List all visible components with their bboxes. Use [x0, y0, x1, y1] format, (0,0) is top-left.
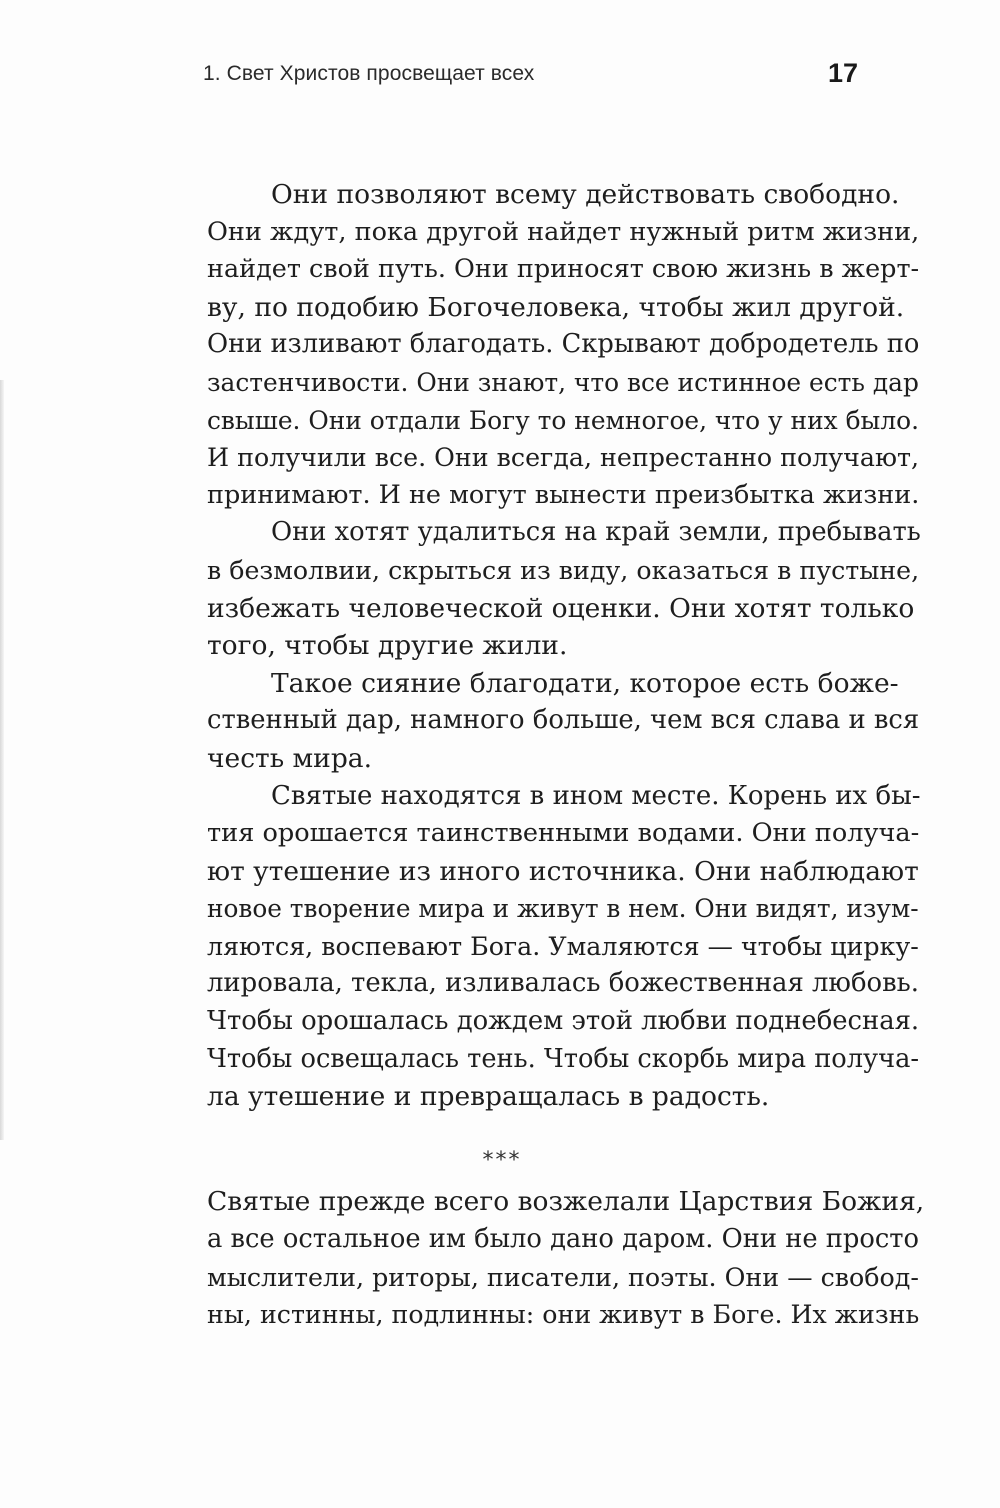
text-line: в безмолвии, скрыться из виду, оказаться в пустыне,: [207, 555, 920, 585]
text-line: Они изливают благодать. Скрывают добродетель по: [207, 329, 920, 360]
text-line: принимают. И не могут вынести преизбытка жизни.: [207, 479, 920, 510]
text-line: ют утешение из иного источника. Они наблюдают: [207, 855, 919, 887]
paragraph-1: [143, 176, 920, 514]
page-edge-shadow: [0, 380, 4, 1140]
text-line: честь мира.: [207, 742, 373, 774]
text-line: тия орошается таинственными водами. Они получа-: [207, 818, 920, 849]
text-line: И получили все. Они всегда, непрестанно получают,: [207, 443, 920, 473]
body-text: [143, 176, 925, 1334]
text-line: мыслители, риторы, писатели, поэты. Они — свобод-: [207, 1261, 919, 1292]
text-line: Чтобы освещалась тень. Чтобы скорбь мира получа-: [207, 1043, 920, 1074]
section-separator: ***: [482, 1147, 522, 1173]
text-line: Они хотят удалиться на край земли, пребывать: [271, 517, 921, 548]
text-line: а все остальное им было дано даром. Они не просто: [207, 1224, 920, 1255]
text-line: лировала, текла, изливалась божественная любовь.: [207, 968, 919, 999]
text-line: Они позволяют всему действовать свободно.: [271, 179, 900, 210]
text-line: Они ждут, пока другой найдет нужный ритм жизни,: [207, 216, 920, 247]
text-line: застенчивости. Они знают, что все истинное есть дар: [207, 367, 919, 397]
text-line: того, чтобы другие жили.: [207, 630, 568, 662]
text-line: Святые находятся в ином месте. Корень их бы-: [271, 780, 921, 811]
paragraph-3: [143, 665, 920, 778]
paragraph-after-separator: [143, 1183, 925, 1333]
text-line: ла утешение и превращалась в радость.: [207, 1081, 770, 1113]
text-line: избежать человеческой оценки. Они хотят только: [207, 592, 915, 624]
text-line: ву, по подобию Богочеловека, чтобы жил другой.: [207, 291, 905, 323]
running-title: 1. Свет Христов просвещает всех: [203, 62, 535, 85]
running-head: [203, 58, 858, 92]
text-line: новое творение мира и живут в нем. Они видят, изум-: [207, 894, 919, 924]
text-line: Чтобы орошалась дождем этой любви поднебесная.: [207, 1006, 920, 1037]
text-line: ственный дар, намного больше, чем вся слава и вся: [207, 705, 920, 736]
text-line: ны, истинны, подлинны: они живут в Боге. Их жизнь: [207, 1300, 920, 1330]
text-line: Такое сияние благодати, которое есть боже-: [271, 667, 899, 699]
text-line: Святые прежде всего возжелали Царствия Божия,: [207, 1186, 925, 1218]
page-number: 17: [827, 58, 858, 88]
text-line: свыше. Они отдали Богу то немногое, что у них было.: [207, 405, 919, 435]
text-line: найдет свой путь. Они приносят свою жизнь в жерт-: [207, 254, 920, 285]
text-line: ляются, воспевают Бога. Умаляются — чтобы цирку-: [207, 931, 919, 961]
paragraph-4: [143, 778, 921, 1116]
paragraph-2: [143, 514, 921, 664]
